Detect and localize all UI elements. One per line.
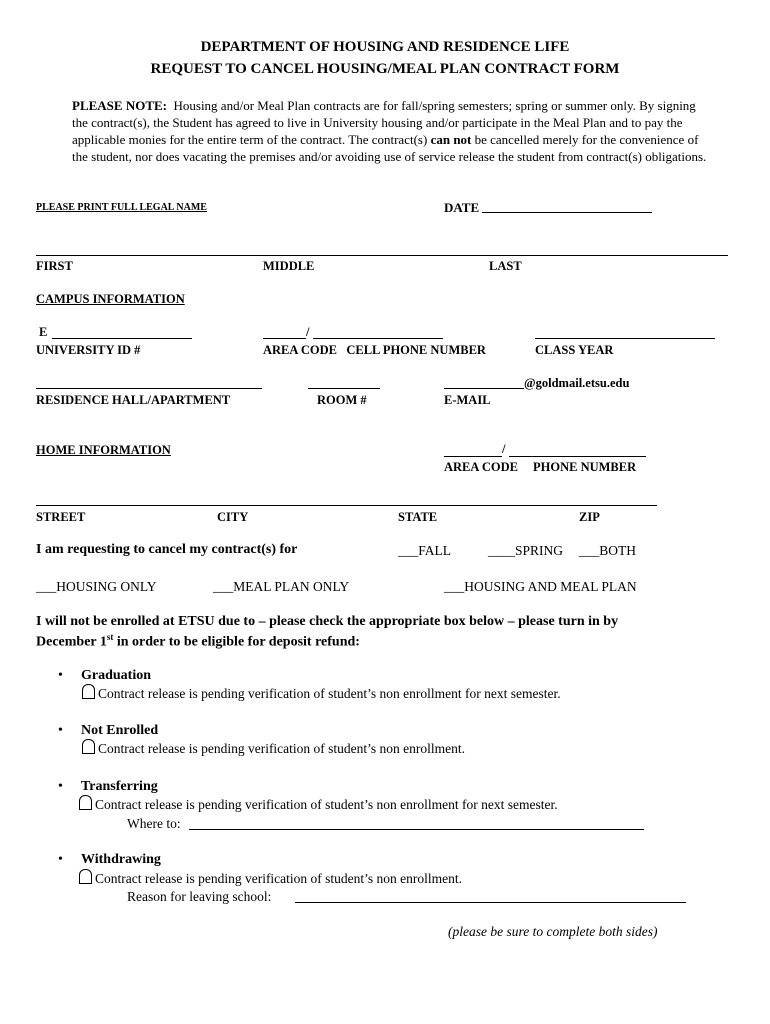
not-enrolled-title: Not Enrolled bbox=[81, 723, 159, 738]
zip-label: ZIP bbox=[579, 510, 600, 524]
cell-area-code-field[interactable] bbox=[263, 338, 306, 339]
note-paragraph bbox=[72, 97, 712, 165]
email-domain: @goldmail.etsu.edu bbox=[524, 376, 630, 390]
title-line-2: REQUEST TO CANCEL HOUSING/MEAL PLAN CONTRACT FORM bbox=[150, 61, 620, 77]
where-to-label: Where to: bbox=[127, 816, 181, 831]
email-field[interactable] bbox=[444, 388, 524, 389]
home-phone-separator: / bbox=[502, 442, 506, 456]
withdrawing-title: Withdrawing bbox=[81, 852, 161, 867]
university-id-label: UNIVERSITY ID # bbox=[36, 343, 141, 357]
campus-heading: CAMPUS INFORMATION bbox=[36, 292, 185, 306]
title-line-1: DEPARTMENT OF HOUSING AND RESIDENCE LIFE bbox=[200, 39, 570, 55]
transferring-text: Contract release is pending verification of student’s non enrollment for next semester. bbox=[95, 797, 558, 812]
fall-option[interactable]: ___FALL bbox=[398, 543, 451, 558]
checkbox-icon[interactable] bbox=[79, 874, 92, 884]
street-label: STREET bbox=[36, 510, 86, 524]
print-name-label: PLEASE PRINT FULL LEGAL NAME bbox=[36, 202, 207, 213]
city-label: CITY bbox=[217, 510, 249, 524]
checkbox-icon[interactable] bbox=[82, 689, 95, 699]
room-label: ROOM # bbox=[317, 393, 367, 407]
home-area-code-field[interactable] bbox=[444, 456, 502, 457]
where-to-field[interactable] bbox=[189, 829, 644, 830]
middle-label: MIDDLE bbox=[263, 259, 315, 273]
withdrawing-text: Contract release is pending verification of student’s non enrollment. bbox=[95, 871, 463, 886]
home-phone-field[interactable] bbox=[509, 456, 646, 457]
email-label: E-MAIL bbox=[444, 393, 491, 407]
student-id-prefix: E bbox=[39, 325, 48, 339]
cell-phone-field[interactable] bbox=[313, 338, 443, 339]
bullet-icon: • bbox=[58, 723, 63, 738]
first-label: FIRST bbox=[36, 259, 73, 273]
home-heading: HOME INFORMATION bbox=[36, 443, 171, 457]
meal-plan-only-option[interactable]: ___MEAL PLAN ONLY bbox=[213, 579, 350, 594]
full-name-field[interactable] bbox=[36, 255, 728, 256]
transferring-row[interactable] bbox=[79, 797, 558, 813]
note-text-1: Housing and/or Meal Plan contracts are for fall/spring semesters; spring or summer only. By signing the contract(s), the Student has agreed to live in University housing and/or participate in the Meal Plan and to pay the applicable monies for the entire term of the contract. The contract(s) bbox=[72, 98, 696, 147]
home-address-field[interactable] bbox=[36, 505, 657, 506]
footer-note: (please be sure to complete both sides) bbox=[448, 924, 658, 939]
residence-hall-field[interactable] bbox=[36, 388, 262, 389]
state-label: STATE bbox=[398, 510, 438, 524]
class-year-label: CLASS YEAR bbox=[535, 343, 614, 357]
reasons-intro-line-2: December 1st in order to be eligible for deposit refund: bbox=[36, 632, 360, 650]
home-area-code-label: AREA CODE bbox=[444, 460, 518, 474]
request-label: I am requesting to cancel my contract(s) for bbox=[36, 542, 298, 557]
home-phone-label: PHONE NUMBER bbox=[533, 460, 637, 474]
bullet-icon: • bbox=[58, 852, 63, 867]
graduation-title: Graduation bbox=[81, 668, 152, 683]
graduation-text: Contract release is pending verification of student’s non enrollment for next semester. bbox=[98, 686, 561, 701]
reasons-intro-line-1: I will not be enrolled at ETSU due to – please check the appropriate box below – please turn in by bbox=[36, 614, 619, 629]
university-id-field[interactable] bbox=[52, 338, 192, 339]
housing-meal-option[interactable]: ___HOUSING AND MEAL PLAN bbox=[444, 579, 637, 594]
reason-field[interactable] bbox=[295, 902, 686, 903]
class-year-field[interactable] bbox=[535, 338, 715, 339]
spring-option[interactable]: ____SPRING bbox=[488, 543, 564, 558]
date-field[interactable] bbox=[482, 212, 652, 213]
not-enrolled-row[interactable] bbox=[82, 741, 465, 757]
reason-label: Reason for leaving school: bbox=[127, 889, 272, 904]
graduation-row[interactable] bbox=[82, 686, 561, 702]
withdrawing-row[interactable] bbox=[79, 871, 462, 887]
room-field[interactable] bbox=[308, 388, 380, 389]
not-enrolled-text: Contract release is pending verification of student’s non enrollment. bbox=[98, 741, 466, 756]
date-label: DATE bbox=[444, 200, 480, 215]
note-text-2: be cancelled merely for the convenience of the student, nor does vacating the premises and/or avoiding use of service release the student from contract(s) obligations. bbox=[72, 132, 707, 164]
note-not: not bbox=[453, 132, 472, 147]
area-cell-label: AREA CODE CELL PHONE NUMBER bbox=[263, 343, 486, 357]
cell-phone-separator: / bbox=[306, 325, 310, 339]
note-can: can bbox=[430, 132, 451, 147]
checkbox-icon[interactable] bbox=[79, 800, 92, 810]
last-label: LAST bbox=[489, 259, 522, 273]
bullet-icon: • bbox=[58, 668, 63, 683]
transferring-title: Transferring bbox=[81, 779, 158, 794]
note-label: PLEASE NOTE: bbox=[72, 98, 167, 113]
bullet-icon: • bbox=[58, 779, 63, 794]
superscript-st: st bbox=[106, 632, 114, 642]
residence-label: RESIDENCE HALL/APARTMENT bbox=[36, 393, 231, 407]
both-option[interactable]: ___BOTH bbox=[579, 543, 636, 558]
housing-only-option[interactable]: ___HOUSING ONLY bbox=[36, 579, 157, 594]
checkbox-icon[interactable] bbox=[82, 744, 95, 754]
